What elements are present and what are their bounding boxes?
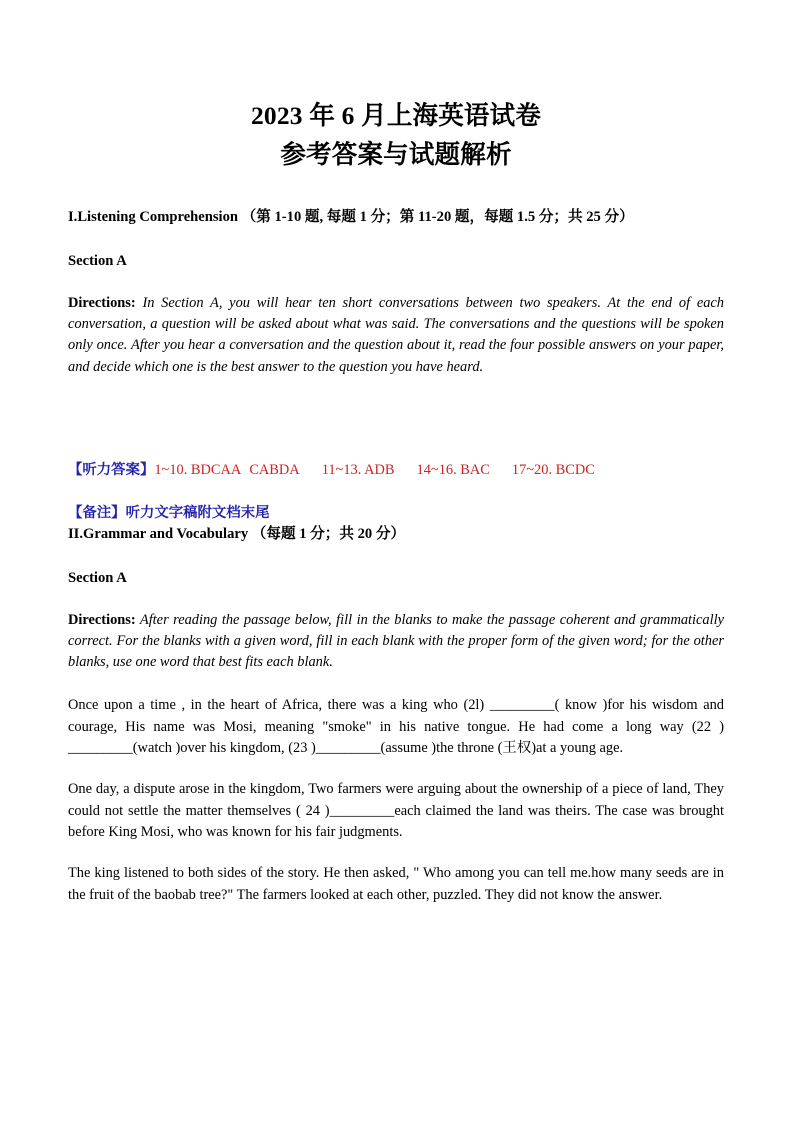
listening-transcript-note: 【备注】听力文字稿附文档末尾 [68, 504, 270, 521]
sub-heading-listening-section-a: Section A [68, 253, 127, 269]
listening-answer-key [68, 378, 724, 481]
passage-paragraph-2: One day, a dispute arose in the kingdom, Two farmers were arguing about the ownership of a piece of land, They could not settle the matter themselves ( 24 )_________each claimed the land was theirs. The case was brought before King Mosi, who was known for his fair judgments. [68, 781, 724, 840]
answer-key-segment-3: 11~13. ADB [321, 461, 395, 478]
directions-listening [68, 271, 724, 378]
sub-heading-grammar-section-a: Section A [68, 569, 127, 586]
section-heading-grammar: II.Grammar and Vocabulary （每题 1 分；共 20 分） [68, 525, 406, 542]
directions-body-grammar: After reading the passage below, fill in the blanks to make the passage coherent and grammatically correct. For the blanks with a given word, fill in each blank with the proper form of the given word; for the other blanks, use one word that best fits each blank. [68, 611, 724, 671]
directions-grammar [68, 588, 724, 674]
section-heading-listening: I.Listening Comprehension （第 1-10 题, 每题 1 分；第 11-20 题，每题 1.5 分；共 25 分） [68, 209, 634, 225]
page-title [68, 0, 724, 172]
directions-label-listening: Directions: [68, 295, 136, 311]
answer-key-label: 【听力答案】 [68, 461, 155, 478]
passage-paragraph-1: Once upon a time , in the heart of Africa, there was a king who (2l) _________( know )for his wisdom and courage, His name was Mosi, meaning "smoke" in his native tongue. He had come a long way (22 ) _________(watch )over his kingdom, (23 )_________(assume )the throne (王权)at a young age. [68, 697, 724, 757]
answer-key-segment-4: 14~16. BAC [416, 461, 490, 478]
directions-label-grammar: Directions: [68, 611, 136, 628]
title-line-2: 参考答案与试题解析 [280, 140, 512, 169]
answer-key-segment-5: 17~20. BCDC [511, 461, 595, 478]
answer-key-segment-2: CABDA [249, 461, 300, 478]
title-line-1: 2023 年 6 月上海英语试卷 [250, 101, 542, 130]
directions-body-listening: In Section A, you will hear ten short conversations between two speakers. At the end of each conversation, a question will be asked about what was said. The conversations and the questions will be spoken only once. After you hear a conversation and the question about it, read the four possible answers on your paper, and decide which one is the best answer to the question you have heard. [68, 295, 724, 375]
answer-key-segment-1: 1~10. BDCAA [154, 461, 242, 478]
document-content [68, 0, 724, 906]
passage-paragraph-3: The king listened to both sides of the story. He then asked, " Who among you can tell me.how many seeds are in the fruit of the baobab tree?" The farmers looked at each other, puzzled. They did not know the answer. [68, 865, 724, 903]
